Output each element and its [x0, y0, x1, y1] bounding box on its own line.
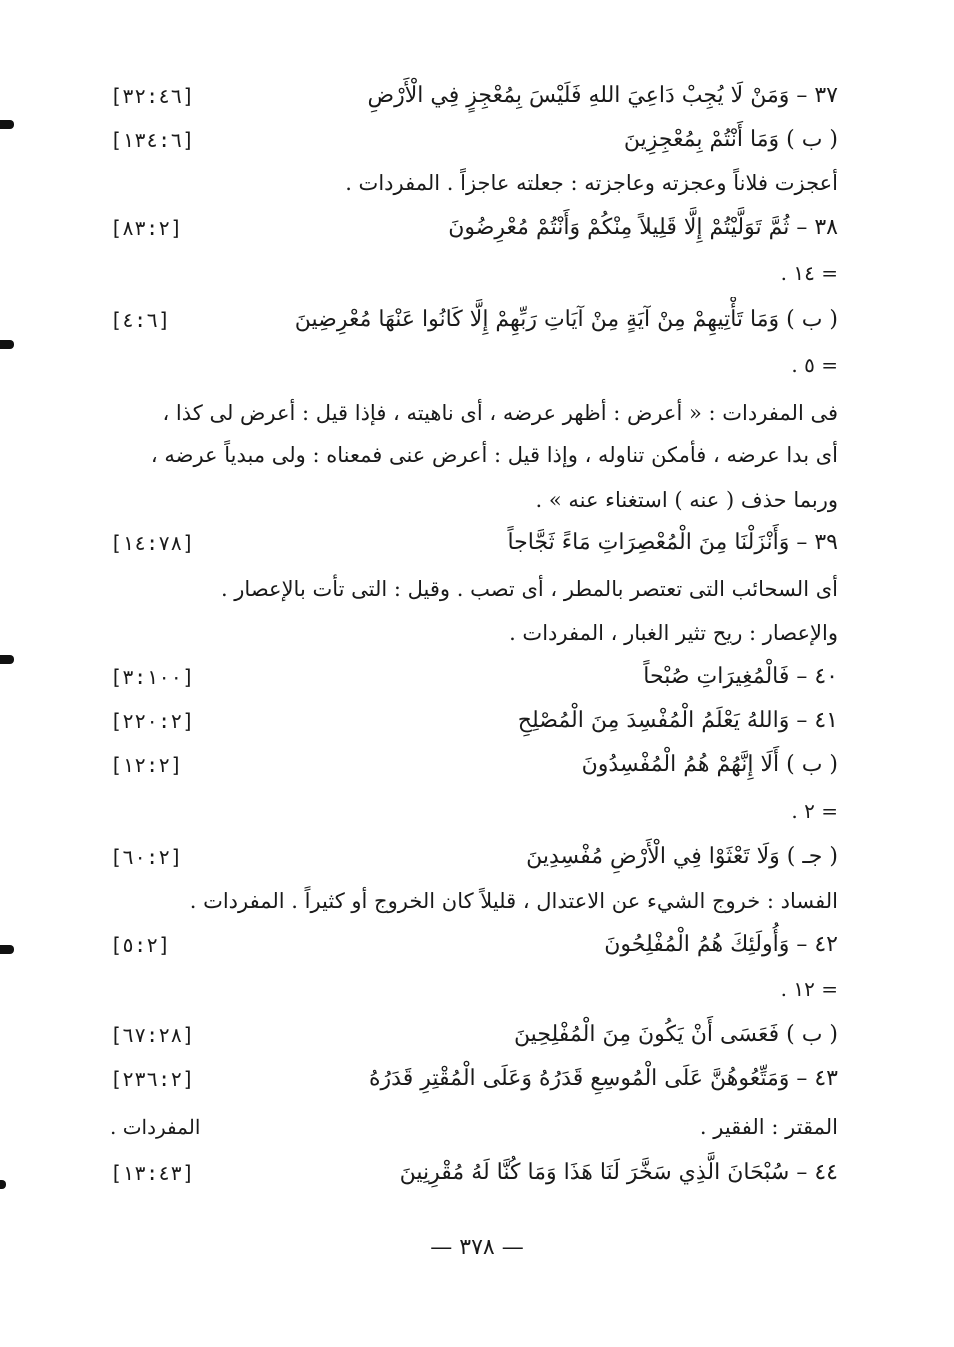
note-line	[110, 160, 838, 206]
count-text: = ٢ .	[791, 799, 838, 823]
note-text: الفساد : خروج الشيء عن الاعتدال ، قليلاً كان الخروج أو كثيراً . المفردات .	[189, 889, 838, 913]
entry-text: ( ب ) فَعَسَى أَنْ يَكُونَ مِنَ الْمُفْلِحِينَ	[513, 1022, 838, 1047]
note-line	[110, 566, 838, 612]
note-line	[110, 477, 838, 523]
count-text: = ١٤ .	[780, 261, 838, 285]
count-line	[110, 250, 838, 296]
quran-reference: [١٣٤:٦]	[110, 128, 195, 152]
entry-37-b	[110, 117, 838, 163]
entry-38	[110, 205, 838, 251]
quran-reference: [١٣:٤٣]	[110, 1161, 195, 1185]
count-line	[110, 342, 838, 388]
entry-text: ٣٧ – وَمَنْ لَا يُجِبْ دَاعِيَ اللهِ فَلَيْسَ بِمُعْجِزٍ فِي الْأَرْضِ	[367, 83, 838, 108]
entry-text: ( ب ) وَمَا تَأْتِيهِمْ مِنْ آيَةٍ مِنْ آيَاتِ رَبِّهِمْ إِلَّا كَانُوا عَنْهَا مُعْرِضِينَ	[294, 307, 838, 332]
note-text: المقتر : الفقير .	[699, 1115, 838, 1139]
note-text: فى المفردات : « أعرض : أظهر عرضه ، أى ناهيته ، فإذا قيل : أعرض لى كذا ،	[162, 401, 838, 425]
note-text: أعجزت فلاناً وعجزته وعاجزته : جعلته عاجزاً . المفردات .	[345, 171, 838, 195]
quran-reference: [٢٢٠:٢]	[110, 709, 195, 733]
entry-text: ( جـ ) وَلَا تَعْثَوْا فِي الْأَرْضِ مُفْسِدِينَ	[526, 844, 838, 869]
count-line	[110, 788, 838, 834]
quran-reference: [٢٣٦:٢]	[110, 1067, 195, 1091]
entry-40	[110, 654, 838, 700]
quran-reference: [٤:٦]	[110, 308, 171, 332]
entry-43	[110, 1056, 838, 1102]
entry-text: ٣٩ – وَأَنْزَلْنَا مِنَ الْمُعْصِرَاتِ مَاءً ثَجَّاجاً	[507, 530, 838, 555]
note-line	[110, 390, 838, 436]
note-text: أى السحائب التى تعتصر بالمطر ، أى تصب . وقيل : التى تأت بالإعصار .	[220, 577, 838, 601]
entry-41-b	[110, 742, 838, 788]
quran-reference: [٥:٢]	[110, 933, 171, 957]
quran-reference: [١٢:٢]	[110, 753, 183, 777]
entry-text: ٤٠ – فَالْمُغِيرَاتِ صُبْحاً	[643, 664, 838, 689]
count-text: = ١٢ .	[780, 977, 838, 1001]
entry-text: ٣٨ – ثُمَّ تَوَلَّيْتُمْ إِلَّا قَلِيلاً مِنْكُمْ وَأَنْتُمْ مُعْرِضُونَ	[448, 215, 838, 240]
binding-mark	[0, 340, 14, 349]
note-text: وربما حذف ( عنه ) استغناء عنه » .	[535, 488, 838, 512]
entry-39	[110, 520, 838, 566]
entry-text: ٤٤ – سُبْحَانَ الَّذِي سَخَّرَ لَنَا هَذَا وَمَا كُنَّا لَهُ مُقْرِنِينَ	[399, 1160, 838, 1185]
quran-reference: [١٤:٧٨]	[110, 531, 195, 555]
quran-reference: [٣٢:٤٦]	[110, 84, 195, 108]
entry-41	[110, 698, 838, 744]
source-note: المفردات .	[110, 1115, 201, 1139]
note-text: والإعصار : ريح تثير الغبار ، المفردات .	[509, 621, 838, 645]
quran-reference: [٨٣:٢]	[110, 216, 183, 240]
entry-38-b	[110, 297, 838, 343]
entry-text: ٤٢ – وَأُولَئِكَ هُمُ الْمُفْلِحُونَ	[604, 932, 838, 957]
binding-mark	[0, 1180, 6, 1189]
entry-42-b	[110, 1012, 838, 1058]
note-text: أى بدا عرضه ، فأمكن تناوله ، وإذا قيل : أعرض عنى فمعناه : ولى مبدياً عرضه ،	[150, 443, 838, 467]
quran-reference: [٦٠:٢]	[110, 845, 183, 869]
binding-mark	[0, 655, 14, 664]
entry-text: ٤٣ – وَمَتِّعُوهُنَّ عَلَى الْمُوسِعِ قَدَرُهُ وَعَلَى الْمُقْتِرِ قَدَرُهُ	[369, 1066, 838, 1091]
page-number: — ٣٧٨ —	[430, 1235, 524, 1260]
note-line	[110, 610, 838, 656]
count-text: = ٥ .	[791, 353, 838, 377]
entry-42	[110, 922, 838, 968]
count-line	[110, 966, 838, 1012]
entry-text: ٤١ – وَاللهُ يَعْلَمُ الْمُفْسِدَ مِنَ الْمُصْلِحِ	[517, 708, 838, 733]
entry-text: ( ب ) أَلَا إِنَّهُمْ هُمُ الْمُفْسِدُونَ	[581, 752, 838, 777]
binding-mark	[0, 120, 14, 129]
entry-41-c	[110, 834, 838, 880]
entry-44	[110, 1150, 838, 1196]
note-line	[110, 1104, 838, 1150]
entry-37	[110, 73, 838, 119]
quran-reference: [٦٧:٢٨]	[110, 1023, 195, 1047]
entry-text: ( ب ) وَمَا أَنْتُمْ بِمُعْجِزِينَ	[623, 127, 838, 152]
quran-reference: [٣:١٠٠]	[110, 665, 195, 689]
binding-mark	[0, 945, 14, 954]
note-line	[110, 878, 838, 924]
note-line	[110, 432, 838, 478]
